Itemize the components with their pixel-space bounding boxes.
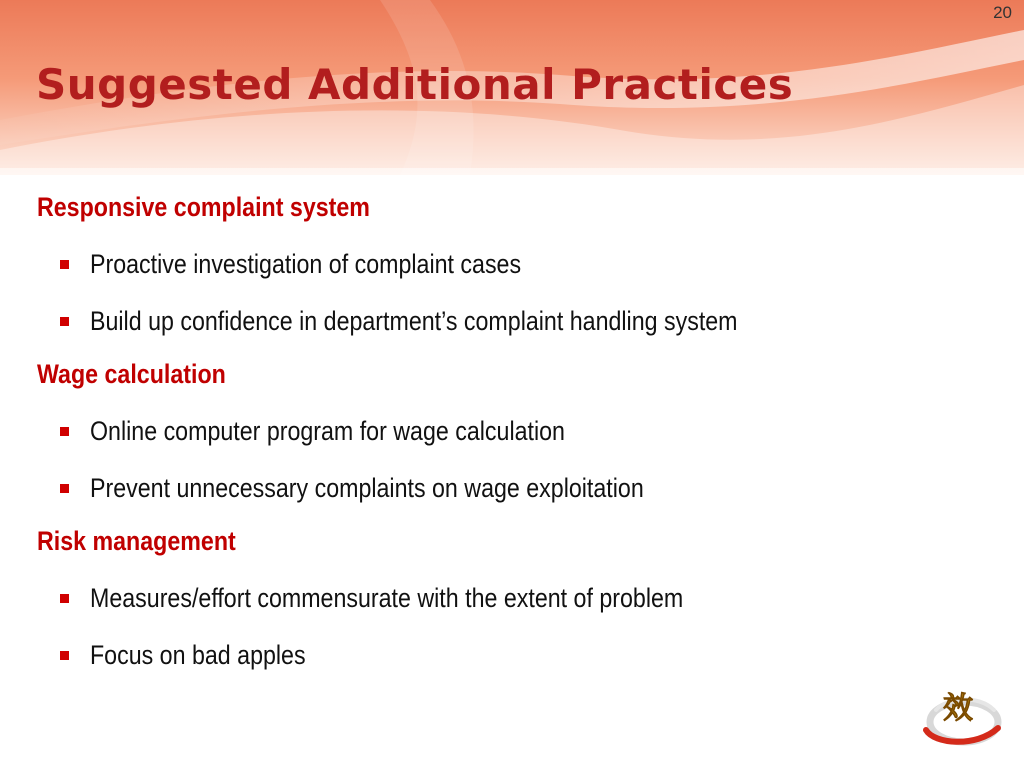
bullet-text: Build up confidence in department’s complaint handling system [90, 306, 738, 336]
list-item [37, 281, 997, 338]
bullet-text: Prevent unnecessary complaints on wage exploitation [90, 473, 644, 503]
square-bullet-icon [60, 651, 69, 660]
square-bullet-icon [60, 260, 69, 269]
section-complaint-system [37, 190, 997, 338]
list-item [37, 558, 997, 615]
bullet-list [37, 224, 997, 338]
section-risk-management [37, 524, 997, 672]
bullet-list [37, 391, 997, 505]
section-heading: Wage calculation [37, 359, 226, 389]
list-item [37, 391, 997, 448]
list-item [37, 224, 997, 281]
section-heading: Responsive complaint system [37, 192, 370, 222]
list-item [37, 615, 997, 672]
section-wage-calculation [37, 357, 997, 505]
square-bullet-icon [60, 317, 69, 326]
list-item [37, 448, 997, 505]
efficiency-logo-icon [914, 680, 1004, 750]
square-bullet-icon [60, 484, 69, 493]
square-bullet-icon [60, 594, 69, 603]
section-heading: Risk management [37, 526, 236, 556]
bullet-text: Measures/effort commensurate with the extent of problem [90, 583, 684, 613]
slide-title: Suggested Additional Practices [36, 60, 794, 109]
bullet-list [37, 558, 997, 672]
slide-content [37, 190, 997, 672]
logo-glyph: 效 [943, 691, 973, 726]
bullet-text: Focus on bad apples [90, 640, 306, 670]
slide-number: 20 [993, 3, 1012, 22]
bullet-text: Online computer program for wage calculation [90, 416, 565, 446]
square-bullet-icon [60, 427, 69, 436]
bullet-text: Proactive investigation of complaint cases [90, 249, 522, 279]
